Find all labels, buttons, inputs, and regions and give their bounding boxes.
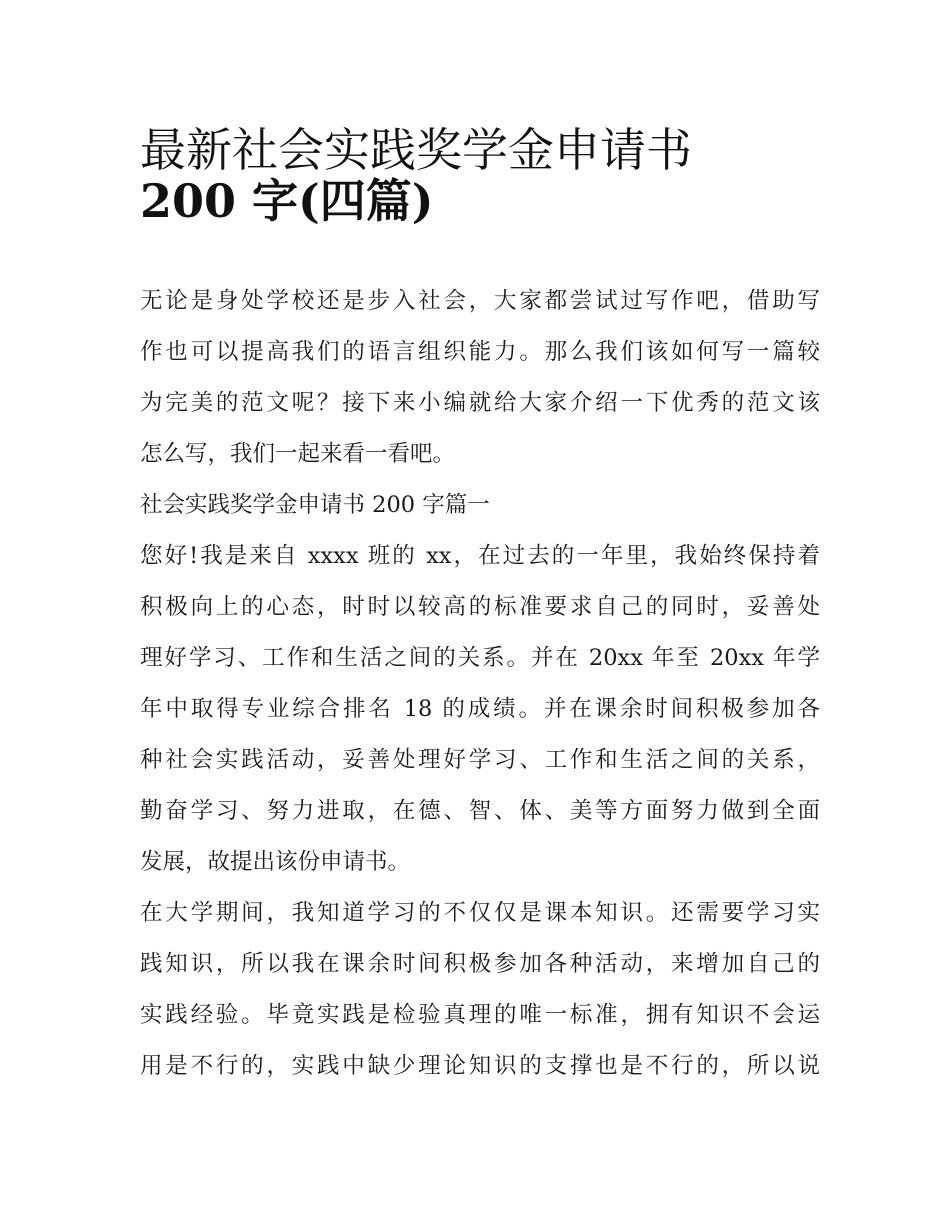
section-heading: 社会实践奖学金申请书 200 字篇一 bbox=[140, 492, 490, 518]
text-line: 践知识，所以我在课余时间积极参加各种活动，来增加自己的 bbox=[140, 951, 820, 977]
text-line: 积极向上的心态，时时以较高的标准要求自己的同时，妥善处 bbox=[140, 594, 820, 620]
title-line-2: 200 字(四篇) bbox=[140, 174, 434, 228]
text-line: 无论是身处学校还是步入社会，大家都尝试过写作吧，借助写 bbox=[140, 288, 820, 314]
text-line: 种社会实践活动，妥善处理好学习、工作和生活之间的关系， bbox=[140, 747, 820, 773]
text-line: 实践经验。毕竟实践是检验真理的唯一标准，拥有知识不会运 bbox=[140, 1002, 820, 1028]
text-line: 在大学期间，我知道学习的不仅仅是课本知识。还需要学习实 bbox=[140, 900, 820, 926]
text-line: 勤奋学习、努力进取，在德、智、体、美等方面努力做到全面 bbox=[140, 798, 820, 824]
text-line: 怎么写，我们一起来看一看吧。 bbox=[140, 441, 456, 467]
text-line: 发展，故提出该份申请书。 bbox=[140, 849, 411, 875]
text-line: 作也可以提高我们的语言组织能力。那么我们该如何写一篇较 bbox=[140, 339, 820, 365]
text-line: 为完美的范文呢？接下来小编就给大家介绍一下优秀的范文该 bbox=[140, 390, 820, 416]
text-line: 年中取得专业综合排名 18 的成绩。并在课余时间积极参加各 bbox=[140, 696, 820, 722]
title-line-1: 最新社会实践奖学金申请书 bbox=[140, 123, 692, 177]
text-line: 用是不行的，实践中缺少理论知识的支撑也是不行的，所以说 bbox=[140, 1053, 820, 1079]
text-line: 理好学习、工作和生活之间的关系。并在 20xx 年至 20xx 年学 bbox=[140, 645, 820, 671]
page-title bbox=[140, 112, 820, 228]
document-body bbox=[140, 276, 820, 1092]
text-line: 您好!我是来自 xxxx 班的 xx，在过去的一年里，我始终保持着 bbox=[140, 543, 820, 569]
